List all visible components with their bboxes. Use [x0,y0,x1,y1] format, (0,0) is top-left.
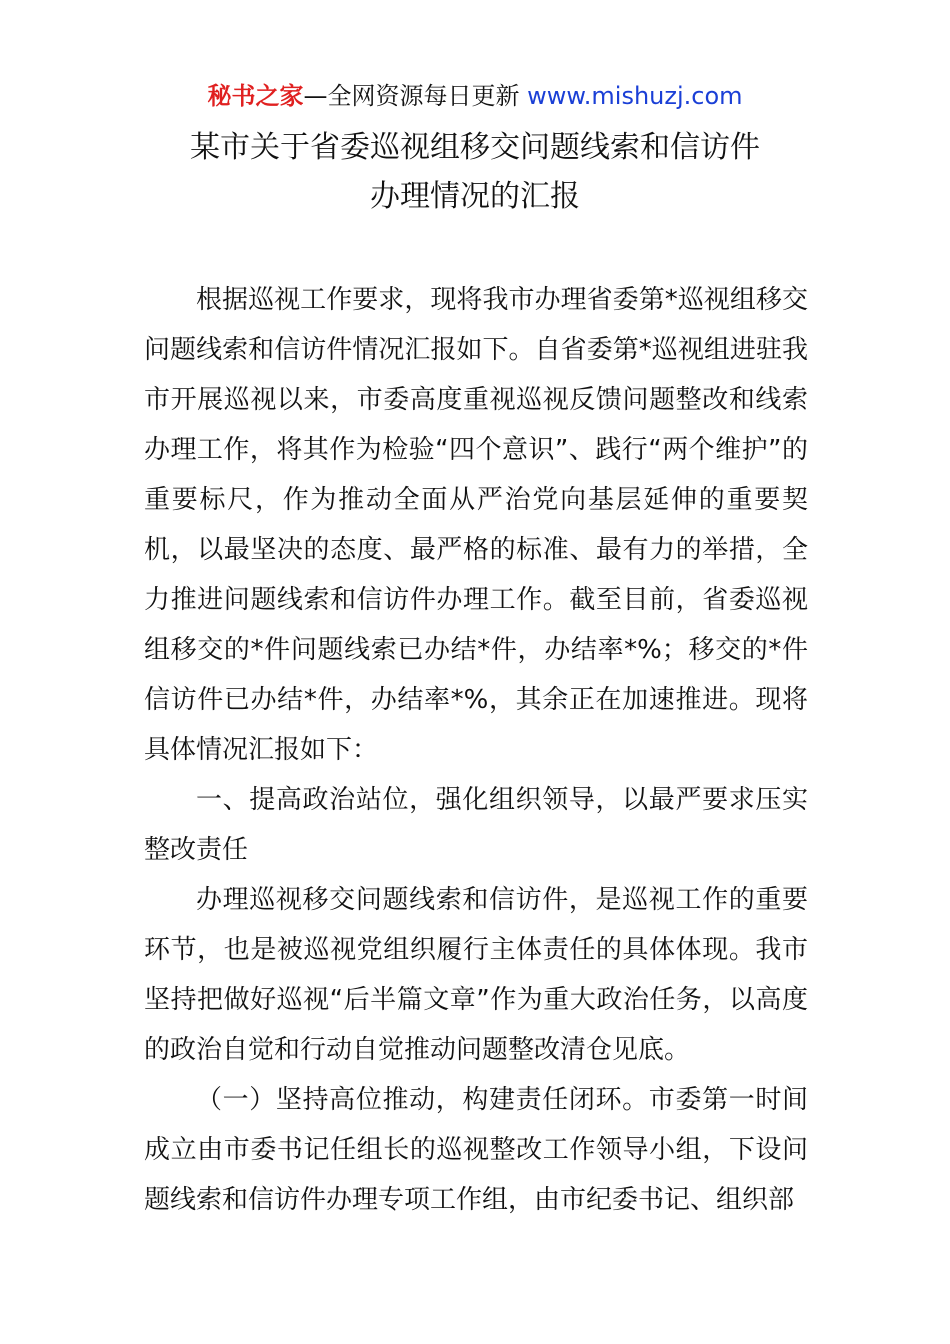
section-heading-1: 一、提高政治站位，强化组织领导，以最严要求压实整改责任 [144,785,808,865]
paragraph-intro: 根据巡视工作要求，现将我市办理省委第*巡视组移交问题线索和信访件情况汇报如下。自省委第*巡视组进驻我市开展巡视以来，市委高度重视巡视反馈问题整改和线索办理工作，将其作为检验“四个意识”、践行“两个维护”的重要标尺，作为推动全面从严治党向基层延伸的重要契机，以最坚决的态度、最严格的标准、最有力的举措，全力推进问题线索和信访件办理工作。截至目前，省委巡视组移交的*件问题线索已办结*件，办结率*%；移交的*件信访件已办结*件，办结率*%，其余正在加速推进。现将具体情况汇报如下： [144,285,808,765]
document-title-line-2: 办理情况的汇报 [370,179,580,214]
site-banner [0,80,950,112]
banner-tagline: —全网资源每日更新 [303,82,528,110]
document-body [144,275,808,1225]
banner-url-link[interactable]: www.mishuzj.com [527,82,743,110]
document-title-line-1: 某市关于省委巡视组移交问题线索和信访件 [190,130,760,165]
paragraph-subsection-1: （一）坚持高位推动，构建责任闭环。市委第一时间成立由市委书记任组长的巡视整改工作领导小组，下设问题线索和信访件办理专项工作组，由市纪委书记、组织部 [144,1085,808,1215]
banner-brand: 秘书之家 [207,82,304,110]
paragraph-section-1: 办理巡视移交问题线索和信访件，是巡视工作的重要环节，也是被巡视党组织履行主体责任的具体体现。我市坚持把做好巡视“后半篇文章”作为重大政治任务，以高度的政治自觉和行动自觉推动问题整改清仓见底。 [144,885,808,1065]
